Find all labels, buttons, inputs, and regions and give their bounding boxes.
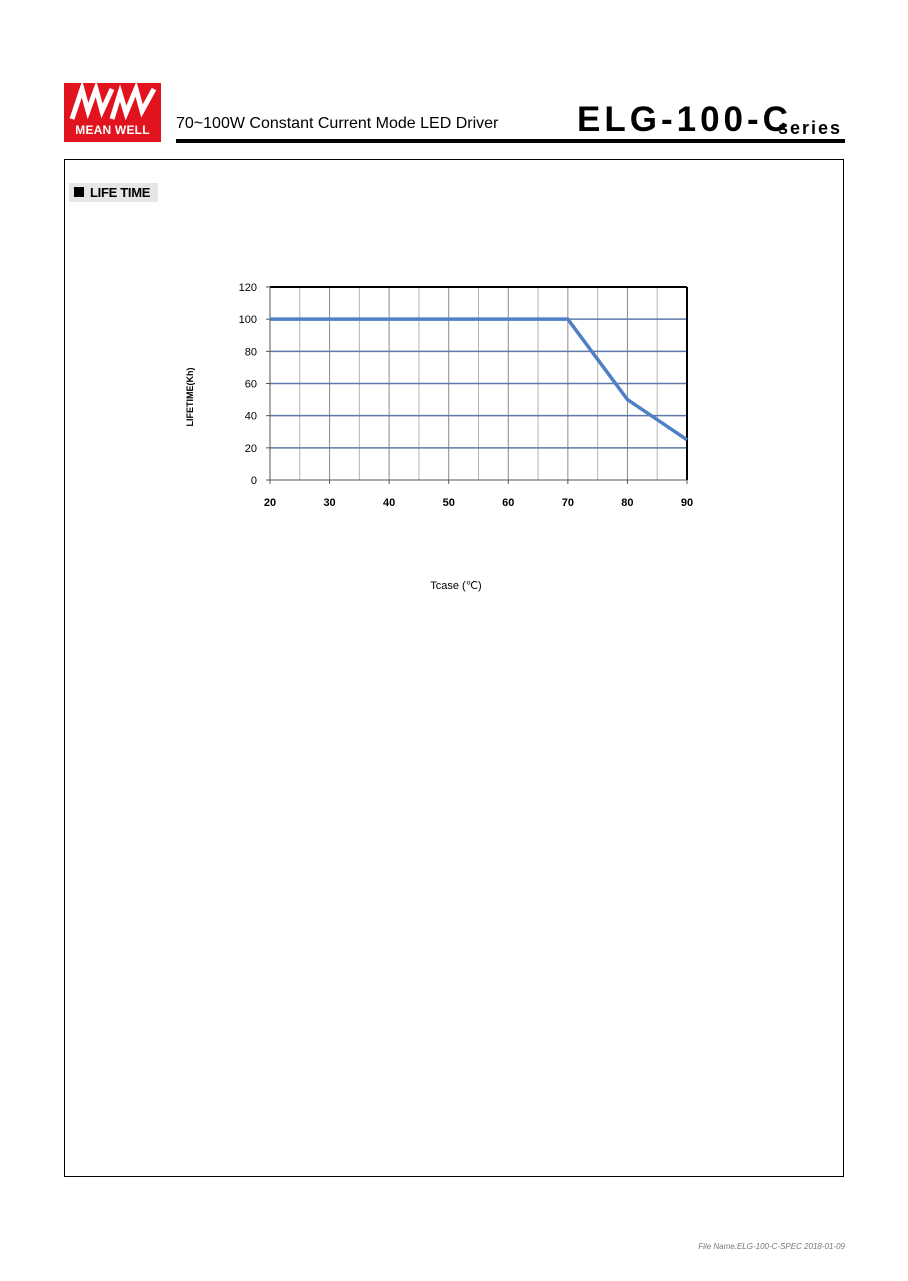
section-title: LIFE TIME xyxy=(90,185,151,200)
y-tick-label: 60 xyxy=(244,378,257,391)
y-tick-label: 100 xyxy=(238,314,257,327)
x-tick-label: 20 xyxy=(263,497,277,509)
x-tick-label: 80 xyxy=(621,497,634,509)
y-tick-label: 120 xyxy=(238,282,257,294)
y-tick-label: 80 xyxy=(244,346,257,359)
x-tick-label: 50 xyxy=(442,497,455,509)
model-name: ELG-100-C xyxy=(577,100,792,139)
x-tick-label: 60 xyxy=(502,497,515,509)
file-info: File Name:ELG-100-C-SPEC 2018-01-09 xyxy=(698,1242,845,1251)
y-tick-label: 40 xyxy=(244,410,257,423)
x-tick-label: 70 xyxy=(561,497,574,509)
y-tick-label: 0 xyxy=(250,475,257,487)
model-suffix: series xyxy=(778,118,843,138)
x-axis-title: Tcase (℃) xyxy=(430,580,482,592)
y-tick-label: 20 xyxy=(244,442,257,455)
logo-brand-text: MEAN WELL xyxy=(75,123,150,137)
document-subtitle: 70~100W Constant Current Mode LED Driver xyxy=(176,115,499,132)
x-tick-label: 30 xyxy=(323,497,336,509)
x-tick-label: 40 xyxy=(383,497,396,509)
y-axis-title: LIFETIME(Kh) xyxy=(185,367,195,427)
x-tick-label: 90 xyxy=(680,497,694,509)
chart-grid xyxy=(270,287,687,480)
